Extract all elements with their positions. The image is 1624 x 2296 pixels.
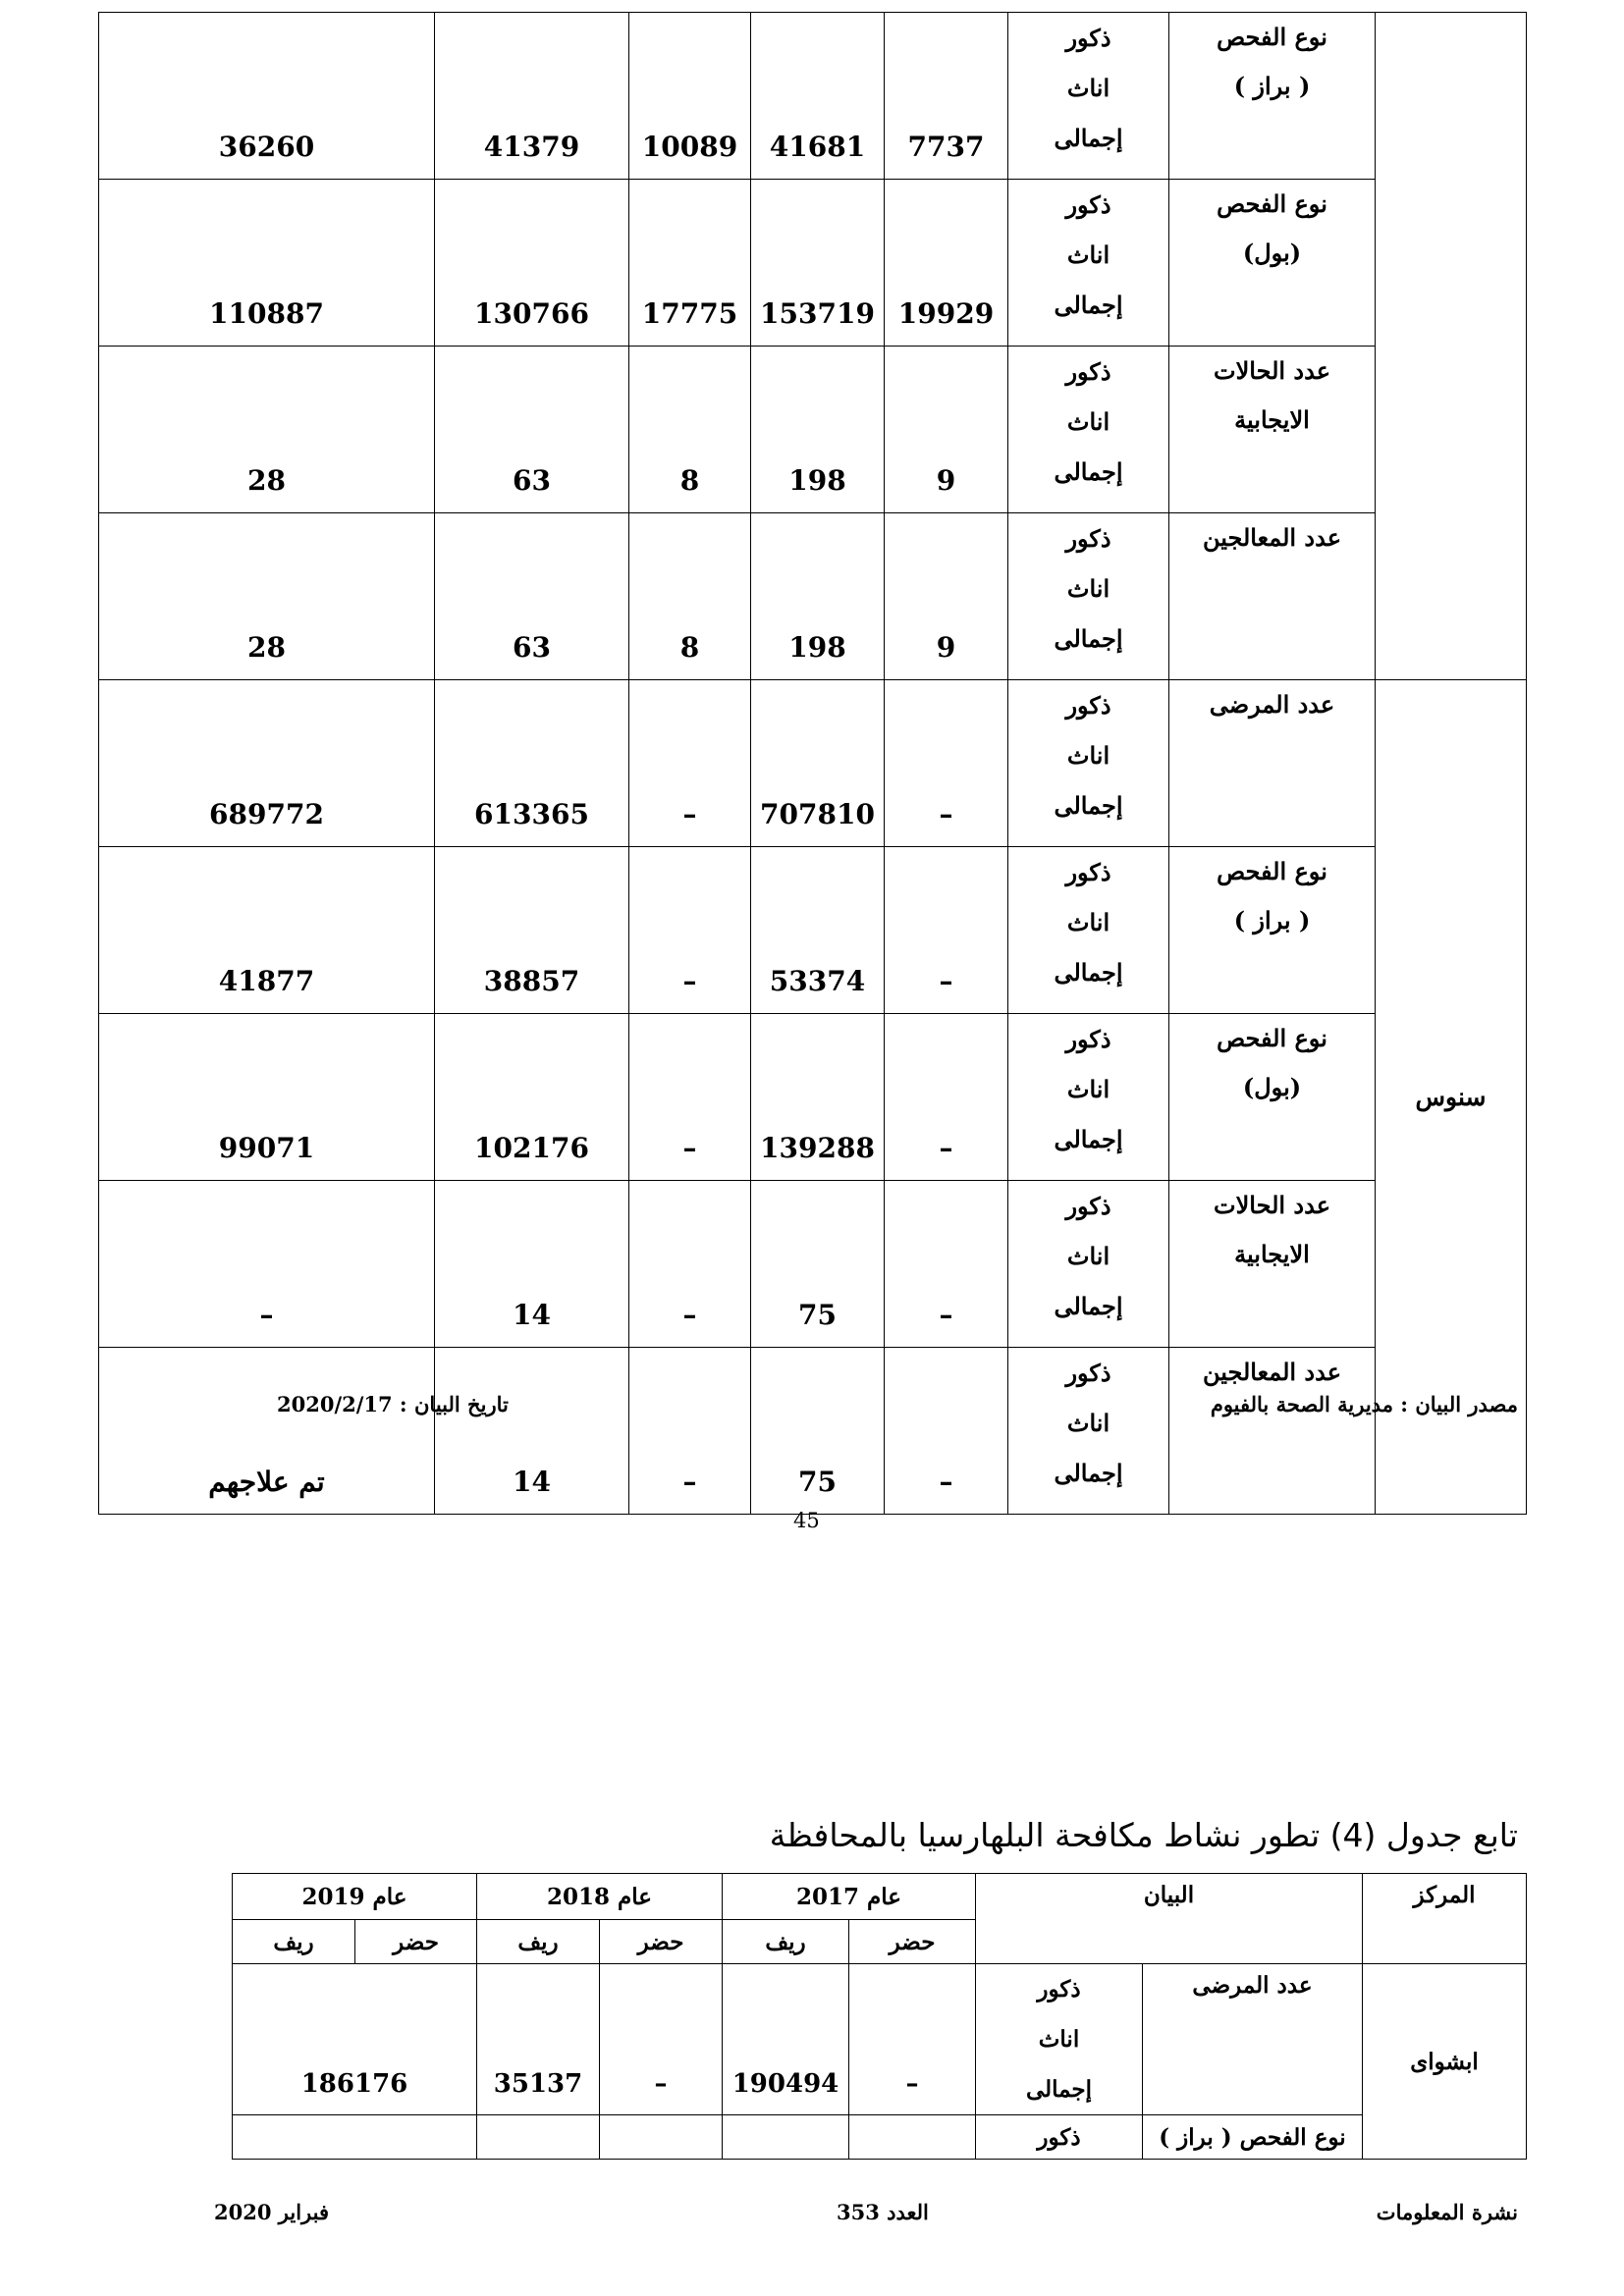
value-cell-v3: – <box>629 680 751 847</box>
gender-male: ذكور <box>1037 1976 1081 2002</box>
value-cell-v4: 41379 <box>435 13 629 180</box>
value-cell-v1: – <box>885 680 1008 847</box>
row-label-line: نوع الفحص <box>1217 1024 1327 1052</box>
value-cell-v5: 110887 <box>99 180 435 347</box>
row-label-line: عدد الحالات <box>1213 1191 1331 1219</box>
table-row <box>99 1014 1527 1181</box>
value-cell-v5: تم علاجهم <box>99 1348 435 1515</box>
value-2018-rural: 35137 <box>477 1964 600 2115</box>
center-name-ibshaway: ابشواى <box>1363 1964 1527 2160</box>
value-2017-rural: 190494 <box>723 1964 849 2115</box>
row-label-line: نوع الفحص <box>1217 23 1327 51</box>
footer-date: فبراير 2020 <box>214 2200 329 2224</box>
gender-total: إجمالى <box>1054 457 1123 486</box>
gender-female: اناث <box>1066 574 1110 603</box>
row-label-line: عدد المعالجين <box>1202 523 1342 552</box>
value-2017-urban: – <box>849 1964 976 2115</box>
value-cell-v1: – <box>885 1348 1008 1515</box>
table-row <box>99 680 1527 847</box>
value-cell-v3: 10089 <box>629 13 751 180</box>
value-cell-v3: 8 <box>629 347 751 513</box>
value-cell-v5: 689772 <box>99 680 435 847</box>
value-2019-total: 186176 <box>233 1964 477 2115</box>
row-label-line: ( براز ) <box>1233 72 1311 100</box>
row-label <box>1169 1348 1376 1515</box>
gender-male: ذكور <box>1065 1359 1111 1387</box>
source-note: مصدر البيان : مديرية الصحة بالفيوم <box>1210 1392 1518 1416</box>
gender-labels <box>976 1964 1143 2115</box>
row-label-line: الايجابية <box>1234 405 1310 434</box>
empty-cell <box>723 2115 849 2160</box>
data-date-note: تاريخ البيان : 2020/2/17 <box>277 1392 509 1416</box>
table-row <box>99 347 1527 513</box>
gender-labels <box>1008 680 1169 847</box>
gender-female: اناث <box>1066 240 1110 269</box>
center-name-sinnuris: سنوس <box>1376 680 1527 1515</box>
gender-total: إجمالى <box>1054 791 1123 820</box>
value-cell-v5: – <box>99 1181 435 1348</box>
value-cell-v4: 63 <box>435 347 629 513</box>
header-rural-2019: ريف <box>233 1920 355 1964</box>
value-cell-v1: 9 <box>885 347 1008 513</box>
row-label <box>1169 847 1376 1014</box>
center-cell-previous <box>1376 13 1527 680</box>
value-cell-v3: – <box>629 1348 751 1515</box>
row-label <box>1169 180 1376 347</box>
header-year-2017: عام 2017 <box>723 1874 976 1920</box>
gender-male: ذكور <box>1065 190 1111 219</box>
value-cell-v2: 139288 <box>751 1014 885 1181</box>
footer-issue: العدد 353 <box>837 2200 929 2224</box>
value-cell-v2: 198 <box>751 347 885 513</box>
top-data-table <box>98 12 1527 1515</box>
row-label <box>1169 13 1376 180</box>
header-rural-2018: ريف <box>477 1920 600 1964</box>
gender-total: إجمالى <box>1054 291 1123 319</box>
value-cell-v2: 198 <box>751 513 885 680</box>
value-cell-v4: 102176 <box>435 1014 629 1181</box>
gender-total: إجمالى <box>1054 1292 1123 1320</box>
value-cell-v1: – <box>885 847 1008 1014</box>
value-cell-v1: – <box>885 1014 1008 1181</box>
header-urban-2017: حضر <box>849 1920 976 1964</box>
gender-male: ذكور <box>1065 1025 1111 1053</box>
header-statement: البيان <box>976 1874 1363 1964</box>
value-cell-v3: 17775 <box>629 180 751 347</box>
value-cell-v4: 14 <box>435 1348 629 1515</box>
gender-total: إجمالى <box>1054 1459 1123 1487</box>
gender-female: اناث <box>1066 1242 1110 1270</box>
value-cell-v4: 14 <box>435 1181 629 1348</box>
gender-female: اناث <box>1066 741 1110 770</box>
gender-labels <box>1008 1348 1169 1515</box>
value-cell-v5: 28 <box>99 513 435 680</box>
empty-cell <box>849 2115 976 2160</box>
bottom-data-table <box>232 1873 1527 2160</box>
row-label-line: نوع الفحص <box>1217 857 1327 885</box>
empty-cell <box>233 2115 477 2160</box>
value-cell-v2: 53374 <box>751 847 885 1014</box>
table-row <box>99 180 1527 347</box>
table-row <box>99 1181 1527 1348</box>
gender-labels <box>1008 347 1169 513</box>
value-cell-v1: 9 <box>885 513 1008 680</box>
row-label-line: (بول) <box>1242 1073 1302 1101</box>
page-number: 45 <box>793 1509 820 1532</box>
value-cell-v2: 75 <box>751 1348 885 1515</box>
row-label-patients: عدد المرضى <box>1143 1964 1363 2115</box>
gender-male: ذكور <box>1065 858 1111 886</box>
value-cell-v1: 19929 <box>885 180 1008 347</box>
row-label-line: عدد المرضى <box>1209 690 1335 719</box>
gender-female: اناث <box>1066 1409 1110 1437</box>
gender-labels <box>1008 513 1169 680</box>
gender-total: إجمالى <box>1054 1125 1123 1153</box>
value-cell-v1: – <box>885 1181 1008 1348</box>
gender-female: اناث <box>1066 1075 1110 1103</box>
value-cell-v3: – <box>629 1014 751 1181</box>
gender-female: اناث <box>1066 908 1110 936</box>
row-label <box>1169 680 1376 847</box>
gender-male: ذكور <box>1065 524 1111 553</box>
header-center: المركز <box>1363 1874 1527 1964</box>
header-urban-2019: حضر <box>355 1920 477 1964</box>
table-continuation-title: تابع جدول (4) تطور نشاط مكافحة البلهارسيا بالمحافظة <box>769 1816 1518 1854</box>
table-row <box>99 847 1527 1014</box>
gender-male: ذكور <box>1065 357 1111 386</box>
gender-female: اناث <box>1066 407 1110 436</box>
row-label <box>1169 347 1376 513</box>
footer-bulletin: نشرة المعلومات <box>1376 2200 1518 2224</box>
row-label <box>1169 513 1376 680</box>
gender-total: إجمالى <box>1054 958 1123 987</box>
gender-labels <box>1008 847 1169 1014</box>
gender-female: اناث <box>1066 74 1110 102</box>
gender-total: إجمالى <box>1054 624 1123 653</box>
gender-labels <box>1008 1014 1169 1181</box>
row-label <box>1169 1181 1376 1348</box>
value-cell-v5: 36260 <box>99 13 435 180</box>
value-cell-v2: 707810 <box>751 680 885 847</box>
value-cell-v5: 28 <box>99 347 435 513</box>
value-cell-v4: 63 <box>435 513 629 680</box>
row-label-line: عدد الحالات <box>1213 356 1331 385</box>
value-cell-v4: 613365 <box>435 680 629 847</box>
value-2018-urban: – <box>600 1964 723 2115</box>
row-label-line: الايجابية <box>1234 1240 1310 1268</box>
table-row <box>99 513 1527 680</box>
gender-labels <box>1008 180 1169 347</box>
gender-labels <box>1008 1181 1169 1348</box>
gender-male: ذكور <box>1065 1192 1111 1220</box>
table-row <box>99 1348 1527 1515</box>
empty-cell <box>477 2115 600 2160</box>
header-year-2019: عام 2019 <box>233 1874 477 1920</box>
value-cell-v2: 41681 <box>751 13 885 180</box>
header-urban-2018: حضر <box>600 1920 723 1964</box>
gender-total: إجمالى <box>1054 124 1123 152</box>
row-label-line: نوع الفحص <box>1217 189 1327 218</box>
gender-female: اناث <box>1038 2026 1080 2053</box>
gender-male: ذكور <box>976 2115 1143 2160</box>
value-cell-v3: – <box>629 1181 751 1348</box>
value-cell-v2: 75 <box>751 1181 885 1348</box>
value-cell-v5: 99071 <box>99 1014 435 1181</box>
value-cell-v2: 153719 <box>751 180 885 347</box>
header-rural-2017: ريف <box>723 1920 849 1964</box>
row-label-line: (بول) <box>1242 239 1302 267</box>
gender-total: إجمالى <box>1025 2076 1093 2103</box>
gender-male: ذكور <box>1065 24 1111 52</box>
gender-labels <box>1008 13 1169 180</box>
value-cell-v4: 38857 <box>435 847 629 1014</box>
value-cell-v3: – <box>629 847 751 1014</box>
value-cell-v5: 41877 <box>99 847 435 1014</box>
gender-male: ذكور <box>1065 691 1111 720</box>
value-cell-v1: 7737 <box>885 13 1008 180</box>
value-cell-v4: 130766 <box>435 180 629 347</box>
header-year-2018: عام 2018 <box>477 1874 723 1920</box>
row-label-line: عدد المعالجين <box>1202 1358 1342 1386</box>
row-label-line: ( براز ) <box>1233 906 1311 934</box>
value-cell-v3: 8 <box>629 513 751 680</box>
row-label <box>1169 1014 1376 1181</box>
row-label-exam-type: نوع الفحص ( براز ) <box>1143 2115 1363 2160</box>
empty-cell <box>600 2115 723 2160</box>
table-row <box>99 13 1527 180</box>
